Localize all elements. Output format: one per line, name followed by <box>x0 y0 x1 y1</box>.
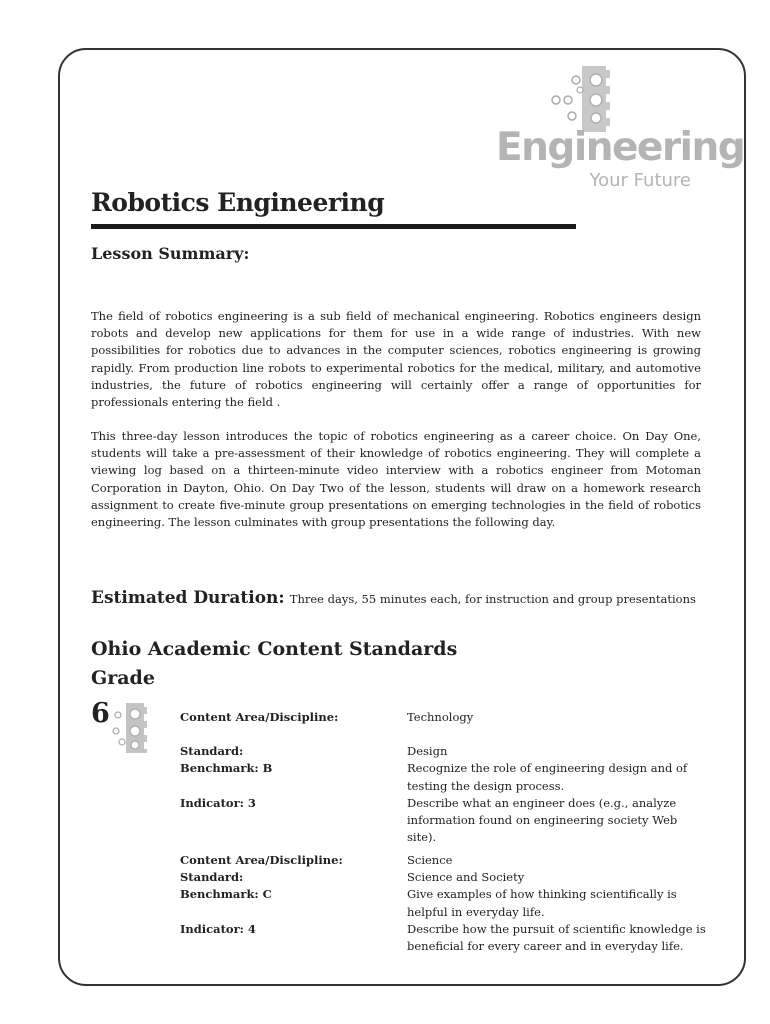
grade-gear-icon <box>112 703 148 753</box>
standards-block-technology <box>180 709 710 846</box>
engineering-your-future-logo <box>496 66 745 196</box>
standard-row <box>180 760 710 794</box>
standard-key: Content Area/Disclipline: <box>180 853 343 867</box>
standard-value: Design <box>407 744 448 759</box>
standard-value: Science and Society <box>407 870 525 885</box>
standard-key: Benchmark: C <box>180 887 272 902</box>
standard-value: Give examples of how thinking scientifically is helpful in everyday life. <box>407 887 677 919</box>
standard-value: Describe what an engineer does (e.g., analyze information found on engineering society Web site). <box>407 795 678 845</box>
estimated-duration <box>91 588 696 608</box>
standards-block-science <box>180 852 710 955</box>
standard-row <box>180 795 710 847</box>
standards-heading: Ohio Academic Content Standards <box>91 638 458 660</box>
standard-row <box>180 709 710 726</box>
standard-row <box>180 921 710 955</box>
standard-key: Indicator: 3 <box>180 795 256 810</box>
logo-wordmark: Engineering <box>496 125 745 170</box>
standard-value: Describe how the pursuit of scientific knowledge is beneficial for every career and in everyday life. <box>407 921 706 954</box>
standard-row <box>180 869 710 886</box>
standard-key: Standard: <box>180 744 244 759</box>
standard-value: Science <box>407 853 453 867</box>
row-spacer <box>180 726 710 743</box>
lesson-summary-heading: Lesson Summary: <box>91 244 250 263</box>
standard-row <box>180 852 710 869</box>
standard-key: Indicator: 4 <box>180 921 256 936</box>
title-underline <box>91 224 576 229</box>
standard-row <box>180 743 710 760</box>
grade-number: 6 <box>91 698 110 729</box>
duration-text: Three days, 55 minutes each, for instruction and group presentations <box>289 592 696 606</box>
standard-key: Content Area/Discipline: <box>180 710 339 724</box>
standard-value: Recognize the role of engineering design and of testing the design process. <box>407 761 688 793</box>
standard-row <box>180 886 710 920</box>
logo-tagline: Your Future <box>589 170 691 191</box>
summary-paragraph-2: This three-day lesson introduces the topic of robotics engineering as a career choice. On Day One, students will take a pre-assessment of their knowledge of robotics engineering. They will complete a viewing log based on a thirteen-minute video interview with a robotics engineer from Motoman Corporation in Dayton, Ohio. On Day Two of the lesson, students will draw on a homework research assignment to create five-minute group presentations on emerging technologies in the field of robotics engineering. The lesson culminates with group presentations the following day. <box>91 429 701 530</box>
standard-key: Benchmark: B <box>180 761 273 776</box>
standard-key: Standard: <box>180 870 244 885</box>
summary-paragraph-1: The field of robotics engineering is a sub field of mechanical engineering. Robotics engineers design robots and develop new applications for them for use in a wide range of industries. With new possibilities for robotics due to advances in the computer sciences, robotics engineering is growing rapidly. From production line robots to experimental robotics for the medical, military, and automotive industries, the future of robotics engineering will certainly offer a range of opportunities for professionals entering the field . <box>91 309 701 410</box>
standard-value: Technology <box>407 710 474 724</box>
grade-heading: Grade <box>91 667 155 689</box>
page-title: Robotics Engineering <box>91 188 385 217</box>
duration-label: Estimated Duration: <box>91 588 285 608</box>
